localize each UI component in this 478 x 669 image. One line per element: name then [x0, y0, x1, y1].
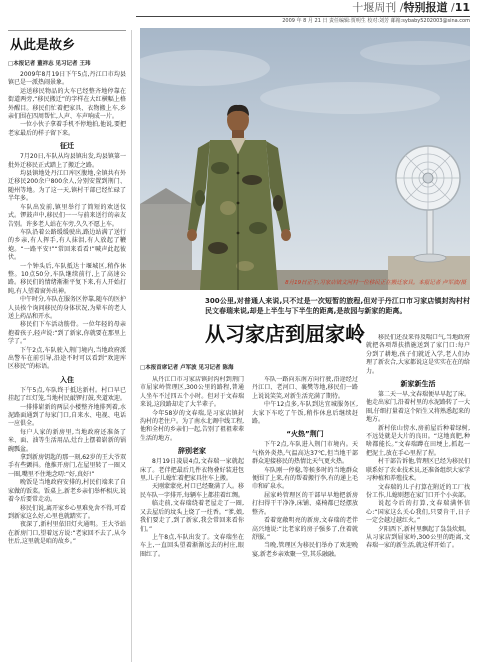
story-paragraph: 今年58岁的文春瑞,是习家店镇封沟村的老住户。为了南水北调中线工程,他和全村的乡亲们一起,告别了祖祖辈辈生活的地方。: [140, 409, 244, 442]
sidebar-paragraph: 一个钟头后,车队抵达十堰城区,稍作休整。10点50分,车队继续前行,上了高速公路。移民们的情绪渐渐平复下来,有人开始打盹,有人望着窗外出神。: [8, 262, 126, 295]
photo-caption: 8月19日正午,习家店镇文河村一位移民正在搬迁家具。本报记者 卢军波/摄: [285, 280, 466, 286]
story-paragraph: 夕阳西下,新村里飘起了袅袅炊烟。从习家店到屈家岭,300公里的距离,文春瑞一家的新生活,就这样开始了。: [366, 525, 470, 550]
page-number: 11: [454, 1, 470, 14]
story-subheading: 新家新生活: [400, 380, 436, 389]
sidebar-paragraph: 均县镇地处丹江口库区腹地,全镇共有外迁移民200余户800余人,分别安置到荆门、随州等地。为了这一天,镇村干部已经忙碌了半年多。: [8, 170, 126, 203]
sidebar-paragraph: 移民们下车活动筋骨。一位年轻的母亲抱着孩子,轻声说:“到了新家,你就要在那里上学了。”: [8, 321, 126, 346]
column-divider: [131, 30, 132, 662]
story-paragraph: 临走前,文春瑞绕着老屋走了一圈,又去屋后的坟头上烧了一炷香。“爹,娘,我们要走了,到了新家,我会常回来看你们。”: [140, 500, 244, 533]
story-paragraph: 文春瑞的儿子打算在附近的工厂找份工作,儿媳则想在家门口开个小卖部。: [366, 483, 470, 499]
sidebar-paragraph: 运送移民物品的大车已经整齐地停靠在街道两旁,“移民搬迁”的字样在大红横幅上格外醒目。移民们忙着把家具、衣物搬上车,乡亲们围在四周帮忙,人声、车声响成一片。: [8, 87, 126, 121]
story-paragraph: 村干部告诉他,管理区已经为移民们联系好了农业技术员,还准备组织大家学习种植和养殖技术。: [366, 458, 470, 483]
sidebar-paragraph: 拿到新房钥匙的那一刻,62岁的王大爷双手有些颤抖。他推开房门,在屋里转了一圈又一圈,嘴里不住地念叨:“好,真好!”: [8, 454, 126, 478]
story-paragraph: 上午8点,车队出发了。文春瑞坐在车上,一直回头望着渐渐远去的村庄,眼圈红了。: [140, 533, 244, 558]
story-column-3: [366, 334, 470, 662]
sidebar-paragraph: 一位小伙子拿着手机不停地拍,他说,要把老家最后的样子留下来。: [8, 121, 126, 137]
sidebar-paragraph: 晚饭是当地政府安排的,村民们端来了自家做的饭菜。饭桌上,新老乡亲们举杯相庆,说着今后要常走动。: [8, 479, 126, 504]
story-subheading: 辞别老家: [178, 447, 206, 456]
story-subheading: “火热”荆门: [286, 430, 324, 439]
story-paragraph: 说起今后的打算,文春瑞满怀信心:“国家这么关心我们,只要肯干,日子一定会越过越红火。”: [366, 500, 470, 525]
story-paragraph: 从丹江口市习家店镇封沟村到荆门市屈家岭管理区,300公里的路程,普通人坐车不过四五个小时。但对于文春瑞来说,这段路却走了大半辈子。: [140, 376, 244, 409]
story-headline: 从习家店到屈家岭: [205, 322, 365, 346]
photo-villager-with-fan: [140, 28, 470, 290]
story-paragraph: 中午12点多,车队到达宜城服务区,大家下车吃了午饭,稍作休息后继续赶路。: [252, 401, 358, 426]
story-paragraph: 下午2点,车队进入荆门市境内。天气格外炎热,气温高达37℃,但当地干部群众迎接移民的热情比天气更火热。: [252, 441, 358, 466]
story-paragraph: 第二天一早,文春瑞便早早起了床。他走出家门,沿着村里的水泥路转了一大圈,仔细打量着这个陌生又将熟悉起来的地方。: [366, 391, 470, 424]
sidebar-paragraph: 每户人家的新房里,当地政府还准备了米、面、油等生活用品,灶台上摆着崭新的锅碗瓢盆。: [8, 428, 126, 453]
story-paragraph: 移民们还没来得及喘口气,当地政府就把各项帮扶措施送到了家门口:每户分到了耕地,孩子们就近入学,老人们办理了新农合,大家都说这是实实在在的给力。: [366, 334, 470, 375]
story-byline: □本报首席记者 卢军波 见习记者 陈海: [140, 365, 234, 371]
sidebar-story: [8, 30, 126, 663]
story-paragraph: 车队一路向东南方向行驶,沿途经过丹江口、老河口、襄樊等地,移民们一路上说说笑笑,对新生活充满了期待。: [252, 376, 358, 400]
sidebar-story-title: 从此是故乡: [10, 38, 76, 53]
sidebar-subheading: 入住: [60, 375, 74, 384]
sidebar-paragraph: 夜深了,新村里依旧灯火通明。王大爷站在新房门口,望着远方说:“老家回不去了,从今往后,这里就是咱的故乡。”: [8, 521, 126, 546]
sidebar-paragraph: 中午时分,车队在服务区停靠,随车的医护人员挨个询问移民的身体状况,为晕车的老人送上药品和开水。: [8, 296, 126, 320]
story-paragraph: 当晚,管理区为移民们举办了欢迎晚宴,新老乡亲欢聚一堂,其乐融融。: [252, 542, 358, 558]
section-name: 特别报道: [403, 1, 448, 14]
sidebar-paragraph: 移民们说,离开家乡心里难免舍不得,可看到新家这么好,心里也就踏实了。: [8, 504, 126, 520]
story-column-2: [252, 376, 358, 662]
sidebar-paragraph: 7月20日,车队从均县镇出发,均县镇第一批外迁移民正式踏上了搬迁之路。: [8, 153, 126, 169]
sidebar-paragraph: 车队沿着公路缓缓驶出,路边站满了送行的乡亲,有人挥手,有人抹泪,有人放起了鞭炮。“一路平安!”“常回来看看!”喊声此起彼伏。: [8, 228, 126, 262]
story-paragraph: 车队刚一停稳,等候多时的当地群众便围了上来,有的帮着搬行李,有的递上毛巾和矿泉水。: [252, 466, 358, 491]
story-paragraph: 天刚蒙蒙亮,村口已经聚满了人。移民车队一字排开,每辆车上都挂着红绸。: [140, 483, 244, 499]
sidebar-paragraph: 2009年8月19日下午5点,丹江口市均县镇已是一派热闹景象。: [8, 71, 126, 87]
sidebar-paragraph: 下午2点,车队驶入荆门境内,当地政府派出警车在前引导,沿途不时可以看到“欢迎库区移民”的标语。: [8, 346, 126, 371]
sidebar-subheading: 征迁: [60, 142, 74, 151]
edition-info-line: 2009 年 8 月 21 日 责任编辑:贾明生 校对:刘芳 邮箱:sybaby5202003@sina.com: [282, 18, 470, 24]
sidebar-paragraph: 一排排崭新的两层小楼整齐地排列着,水泥路面通到了每家门口,自来水、电视、电话一应俱全。: [8, 403, 126, 428]
story-lead: 300公里,对普通人来说,只不过是一次短暂的旅程,但对于丹江口市习家店镇封沟村村民文春瑞来说,却是上半生与下半生的距离,是故园与新家的距离。: [205, 297, 470, 315]
masthead-separator: /: [447, 1, 455, 14]
news-photo: [140, 28, 470, 290]
sidebar-paragraph: 车队出发前,镇里举行了简短的欢送仪式。锣鼓声中,移民们一一与前来送行的亲友告别。许多老人站在车旁,久久不愿上车。: [8, 203, 126, 228]
sidebar-paragraph: 下午5点,车队终于抵达新村。村口早已挂起了红灯笼,当地村民敲锣打鼓,夹道欢迎。: [8, 386, 126, 403]
masthead-separator: /: [396, 1, 404, 14]
story-paragraph: 屈家岭管理区的干部早早地把新房打扫得干干净净,床铺、桌椅都已经摆放整齐。: [252, 491, 358, 516]
masthead: [352, 1, 470, 15]
sidebar-story-byline: □本报记者 董祥志 见习记者 王玮: [8, 61, 91, 67]
story-column-1: [140, 376, 244, 662]
header-rule: [136, 16, 470, 17]
story-paragraph: 8月19日凌晨4点,文春瑞一家就起床了。老伴把最后几件衣物叠好装进包里,儿子儿媳忙着把家具往车上搬。: [140, 458, 244, 483]
story-paragraph: 看着宽敞明亮的新房,文春瑞的老伴高兴地说:“比老家的房子强多了,住着就舒服。”: [252, 517, 358, 541]
story-paragraph: 新村依山傍水,房前屋后种着绿树,不远处就是大片的良田。“这地真肥,种啥都能长。”文春瑞蹲在田埂上,抓起一把泥土,放在手心里捏了捏。: [366, 424, 470, 457]
publication-name: 十堰周刊: [352, 1, 397, 14]
